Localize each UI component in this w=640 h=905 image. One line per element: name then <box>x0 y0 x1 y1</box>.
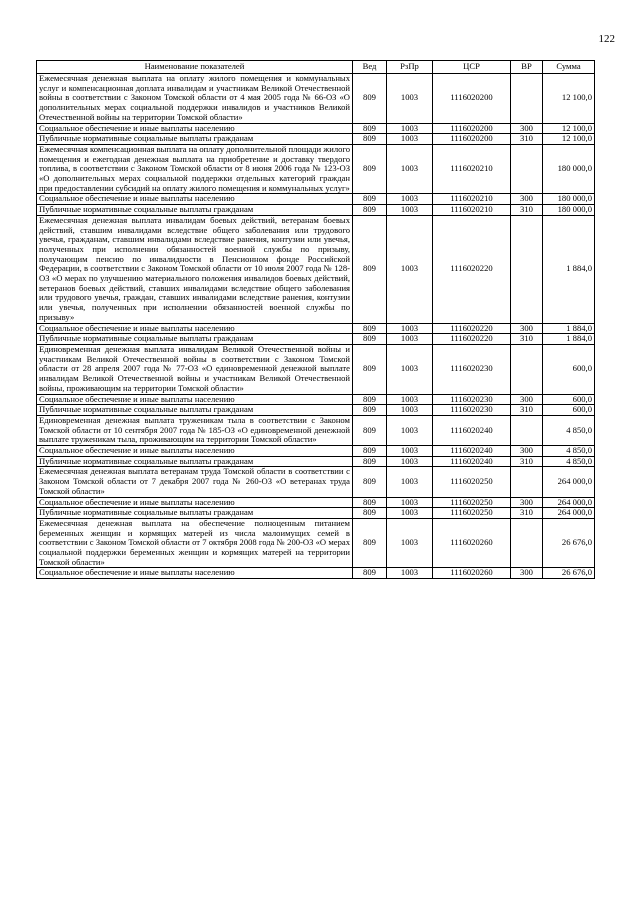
row-csr: 1116020250 <box>433 508 511 519</box>
table-row <box>37 467 595 497</box>
row-ved: 809 <box>353 446 387 457</box>
row-csr: 1116020250 <box>433 467 511 497</box>
row-rzpr: 1003 <box>387 74 433 124</box>
table-row <box>37 508 595 519</box>
row-ved: 809 <box>353 74 387 124</box>
row-rzpr: 1003 <box>387 123 433 134</box>
row-csr: 1116020200 <box>433 123 511 134</box>
row-rzpr: 1003 <box>387 456 433 467</box>
row-vr <box>511 144 543 194</box>
row-rzpr: 1003 <box>387 508 433 519</box>
header-csr: ЦСР <box>433 61 511 74</box>
row-sum: 600,0 <box>543 344 595 394</box>
row-rzpr: 1003 <box>387 446 433 457</box>
table-row <box>37 568 595 579</box>
row-sum: 1 884,0 <box>543 334 595 345</box>
row-name: Социальное обеспечение и иные выплаты населению <box>37 394 353 405</box>
row-csr: 1116020200 <box>433 134 511 145</box>
row-ved: 809 <box>353 144 387 194</box>
table-row <box>37 446 595 457</box>
row-sum: 1 884,0 <box>543 323 595 334</box>
row-vr <box>511 74 543 124</box>
table-row <box>37 344 595 394</box>
row-ved: 809 <box>353 415 387 445</box>
table-row <box>37 123 595 134</box>
row-ved: 809 <box>353 194 387 205</box>
row-ved: 809 <box>353 394 387 405</box>
row-sum: 600,0 <box>543 405 595 416</box>
row-rzpr: 1003 <box>387 194 433 205</box>
row-vr <box>511 344 543 394</box>
row-name: Социальное обеспечение и иные выплаты населению <box>37 446 353 457</box>
row-sum: 4 850,0 <box>543 415 595 445</box>
row-sum: 26 676,0 <box>543 568 595 579</box>
row-ved: 809 <box>353 334 387 345</box>
row-sum: 26 676,0 <box>543 518 595 568</box>
row-vr: 310 <box>511 205 543 216</box>
table-row <box>37 394 595 405</box>
row-rzpr: 1003 <box>387 334 433 345</box>
row-name: Публичные нормативные социальные выплаты гражданам <box>37 334 353 345</box>
row-rzpr: 1003 <box>387 568 433 579</box>
row-vr: 310 <box>511 334 543 345</box>
header-rzpr: РзПр <box>387 61 433 74</box>
row-name: Социальное обеспечение и иные выплаты населению <box>37 497 353 508</box>
row-sum: 12 100,0 <box>543 134 595 145</box>
row-csr: 1116020230 <box>433 344 511 394</box>
table-row <box>37 194 595 205</box>
row-name: Публичные нормативные социальные выплаты гражданам <box>37 205 353 216</box>
row-csr: 1116020240 <box>433 415 511 445</box>
row-csr: 1116020200 <box>433 74 511 124</box>
table-header-row <box>37 61 595 74</box>
row-csr: 1116020220 <box>433 323 511 334</box>
table-row <box>37 405 595 416</box>
row-sum: 4 850,0 <box>543 446 595 457</box>
row-vr: 300 <box>511 497 543 508</box>
row-name: Ежемесячная денежная выплата инвалидам боевых действий, ветеранам боевых действий, ставшим инвалидами вследствие общего заболевания или трудового увечья, гражданам, ставшим инвалидами вследствие ранения, контузии или увечья, полученных при исполнении обязанностей военной службы по призыву, получающим пенсию по инвалидности в Пенсионном фонде Российской Федерации, в соответствии с Законом Томской области от 10 июля 2007 года № 128-ОЗ «О мерах по улучшению материального положения инвалидов боевых действий, ветеранов боевых действий, ставших инвалидами вследствие общего заболевания или трудового увечья, граждан, ставших инвалидами вследствие ранения, контузии или увечья, полученных при исполнении обязанностей военной службы по призыву» <box>37 215 353 323</box>
row-csr: 1116020210 <box>433 144 511 194</box>
row-ved: 809 <box>353 323 387 334</box>
row-sum: 4 850,0 <box>543 456 595 467</box>
row-ved: 809 <box>353 344 387 394</box>
row-name: Социальное обеспечение и иные выплаты населению <box>37 568 353 579</box>
row-vr: 300 <box>511 323 543 334</box>
row-vr: 300 <box>511 568 543 579</box>
row-rzpr: 1003 <box>387 497 433 508</box>
row-vr <box>511 467 543 497</box>
header-sum: Сумма <box>543 61 595 74</box>
row-rzpr: 1003 <box>387 415 433 445</box>
row-rzpr: 1003 <box>387 323 433 334</box>
row-name: Социальное обеспечение и иные выплаты населению <box>37 123 353 134</box>
row-sum: 264 000,0 <box>543 497 595 508</box>
row-rzpr: 1003 <box>387 467 433 497</box>
row-csr: 1116020260 <box>433 518 511 568</box>
row-rzpr: 1003 <box>387 405 433 416</box>
row-ved: 809 <box>353 205 387 216</box>
row-sum: 180 000,0 <box>543 205 595 216</box>
row-name: Публичные нормативные социальные выплаты гражданам <box>37 405 353 416</box>
row-name: Публичные нормативные социальные выплаты гражданам <box>37 456 353 467</box>
row-sum: 1 884,0 <box>543 215 595 323</box>
row-ved: 809 <box>353 467 387 497</box>
row-sum: 264 000,0 <box>543 467 595 497</box>
row-ved: 809 <box>353 405 387 416</box>
row-csr: 1116020240 <box>433 456 511 467</box>
row-csr: 1116020220 <box>433 334 511 345</box>
row-csr: 1116020210 <box>433 194 511 205</box>
row-ved: 809 <box>353 508 387 519</box>
table-row <box>37 215 595 323</box>
row-sum: 180 000,0 <box>543 194 595 205</box>
row-name: Единовременная денежная выплата инвалидам Великой Отечественной войны и участникам Великой Отечественной войны в соответствии с Законом Томской области от 28 апреля 2007 года № 77-ОЗ «О единовременной денежной выплате инвалидам Великой Отечественной войны и участникам Великой Отечественной войны, проживающим на территории Томской области» <box>37 344 353 394</box>
row-name: Единовременная денежная выплата труженикам тыла в соответствии с Законом Томской области от 10 сентября 2007 года № 185-ОЗ «О единовременной денежной выплате труженикам тыла, проживающим на территории Томской области» <box>37 415 353 445</box>
row-sum: 12 100,0 <box>543 123 595 134</box>
row-vr: 310 <box>511 456 543 467</box>
row-sum: 600,0 <box>543 394 595 405</box>
row-ved: 809 <box>353 497 387 508</box>
row-name: Ежемесячная денежная выплата на обеспечение полноценным питанием беременных женщин и кормящих матерей из числа малоимущих семей в соответствии с Законом Томской области от 7 октября 2008 года № 200-ОЗ «О мерах социальной поддержки беременных женщин и кормящих матерей на территории Томской области» <box>37 518 353 568</box>
row-rzpr: 1003 <box>387 344 433 394</box>
row-ved: 809 <box>353 123 387 134</box>
row-name: Социальное обеспечение и иные выплаты населению <box>37 323 353 334</box>
row-name: Социальное обеспечение и иные выплаты населению <box>37 194 353 205</box>
table-row <box>37 134 595 145</box>
row-sum: 12 100,0 <box>543 74 595 124</box>
row-csr: 1116020240 <box>433 446 511 457</box>
row-rzpr: 1003 <box>387 394 433 405</box>
table-row <box>37 334 595 345</box>
table-row <box>37 74 595 124</box>
row-rzpr: 1003 <box>387 144 433 194</box>
row-name: Публичные нормативные социальные выплаты гражданам <box>37 134 353 145</box>
row-ved: 809 <box>353 456 387 467</box>
row-vr <box>511 518 543 568</box>
row-vr: 310 <box>511 405 543 416</box>
row-vr: 300 <box>511 394 543 405</box>
row-ved: 809 <box>353 215 387 323</box>
row-name: Публичные нормативные социальные выплаты гражданам <box>37 508 353 519</box>
row-csr: 1116020260 <box>433 568 511 579</box>
row-ved: 809 <box>353 134 387 145</box>
row-sum: 180 000,0 <box>543 144 595 194</box>
row-name: Ежемесячная денежная выплата на оплату жилого помещения и коммунальных услуг и компенсационная доплата инвалидам и участникам Великой Отечественной войны в соответствии с Законом Томской области от 4 мая 2005 года № 66-ОЗ «О дополнительных мерах социальной поддержки инвалидов и участников Великой Отечественной войны на территории Томской области» <box>37 74 353 124</box>
row-vr: 300 <box>511 446 543 457</box>
header-name: Наименование показателей <box>37 61 353 74</box>
row-vr: 310 <box>511 134 543 145</box>
table-row <box>37 456 595 467</box>
header-ved: Вед <box>353 61 387 74</box>
row-rzpr: 1003 <box>387 215 433 323</box>
row-name: Ежемесячная компенсационная выплата на оплату дополнительной площади жилого помещения и ежегодная денежная выплата на приобретение и доставку твердого топлива, в соответствии с Законом Томской области от 8 июня 2006 года № 123-ОЗ «О дополнительных мерах социальной поддержки отдельных категорий граждан при предоставлении субсидий на оплату жилого помещения и коммунальных услуг» <box>37 144 353 194</box>
budget-table <box>36 60 595 579</box>
table-row <box>37 415 595 445</box>
table-row <box>37 518 595 568</box>
row-csr: 1116020210 <box>433 205 511 216</box>
row-csr: 1116020220 <box>433 215 511 323</box>
row-vr <box>511 415 543 445</box>
row-vr: 300 <box>511 194 543 205</box>
table-row <box>37 205 595 216</box>
row-csr: 1116020230 <box>433 394 511 405</box>
row-rzpr: 1003 <box>387 205 433 216</box>
header-vr: ВР <box>511 61 543 74</box>
table-row <box>37 323 595 334</box>
table-row <box>37 144 595 194</box>
row-name: Ежемесячная денежная выплата ветеранам труда Томской области в соответствии с Законом Томской области от 7 декабря 2007 года № 260-ОЗ «О ветеранах труда Томской области» <box>37 467 353 497</box>
row-csr: 1116020230 <box>433 405 511 416</box>
table-row <box>37 497 595 508</box>
row-sum: 264 000,0 <box>543 508 595 519</box>
row-ved: 809 <box>353 518 387 568</box>
row-vr <box>511 215 543 323</box>
row-rzpr: 1003 <box>387 518 433 568</box>
row-vr: 310 <box>511 508 543 519</box>
page-number: 122 <box>598 33 615 45</box>
row-rzpr: 1003 <box>387 134 433 145</box>
row-vr: 300 <box>511 123 543 134</box>
row-csr: 1116020250 <box>433 497 511 508</box>
row-ved: 809 <box>353 568 387 579</box>
